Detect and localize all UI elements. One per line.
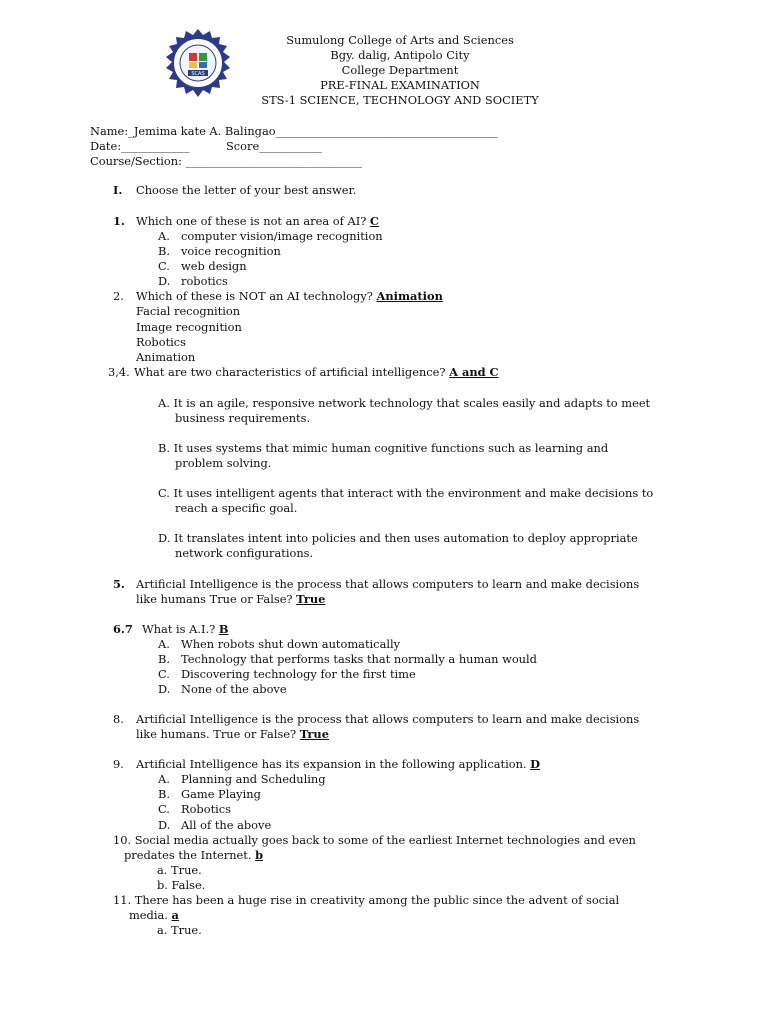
q10-option: b. False. bbox=[157, 878, 206, 892]
section-number: I. bbox=[113, 183, 123, 197]
q67-option-text: Technology that performs tasks that normally a human would bbox=[181, 652, 537, 666]
q1-answer: C bbox=[369, 214, 379, 228]
q2-number: 2. bbox=[113, 289, 124, 303]
q34-number: 3,4. bbox=[108, 365, 130, 379]
date-field: Date:____________ bbox=[90, 139, 190, 153]
q9-question: Artificial Intelligence has its expansion in the following application. D bbox=[136, 757, 541, 771]
q67-answer: B bbox=[218, 622, 229, 636]
q5-question: Artificial Intelligence is the process that allows computers to learn and make decisions bbox=[136, 577, 640, 591]
q67-question: What is A.I.? B bbox=[142, 622, 229, 636]
q9-option-text: Robotics bbox=[181, 802, 232, 816]
q9-option-letter: D. bbox=[158, 818, 171, 832]
q1-option-text: voice recognition bbox=[181, 244, 281, 258]
q9-answer: D bbox=[530, 757, 541, 771]
name-field: Name:_Jemima kate A. Balingao_______________________________________ bbox=[90, 124, 498, 138]
q34-option-continued: reach a specific goal. bbox=[175, 501, 298, 515]
q11-option: a. True. bbox=[157, 923, 202, 937]
q9-option-letter: B. bbox=[158, 787, 170, 801]
q34-option-continued: problem solving. bbox=[175, 456, 272, 470]
q10-answer: b bbox=[255, 848, 264, 862]
q2-question: Which of these is NOT an AI technology? Animation bbox=[136, 289, 443, 303]
q8-answer: True bbox=[299, 727, 329, 741]
q34-option: A. It is an agile, responsive network technology that scales easily and adapts to meet bbox=[158, 396, 651, 410]
q2-answer: Animation bbox=[376, 289, 443, 303]
q67-option-letter: A. bbox=[158, 637, 170, 651]
q1-option-letter: B. bbox=[158, 244, 170, 258]
exam-title: PRE-FINAL EXAMINATION bbox=[320, 78, 480, 92]
q8-question: Artificial Intelligence is the process that allows computers to learn and make decisions bbox=[136, 712, 640, 726]
q10-question-continued: predates the Internet. b bbox=[124, 848, 264, 862]
course-title: STS-1 SCIENCE, TECHNOLOGY AND SOCIETY bbox=[261, 93, 539, 107]
score-field: Score___________ bbox=[226, 139, 322, 153]
q34-option: B. It uses systems that mimic human cognitive functions such as learning and bbox=[158, 441, 609, 455]
q34-option: C. It uses intelligent agents that interact with the environment and make decisions to bbox=[158, 486, 654, 500]
q9-option-text: Game Playing bbox=[181, 787, 261, 801]
q34-option-continued: business requirements. bbox=[175, 411, 311, 425]
q1-option-letter: A. bbox=[158, 229, 170, 243]
q34-option: D. It translates intent into policies and then uses automation to deploy appropriate bbox=[158, 531, 638, 545]
q2-option: Robotics bbox=[136, 335, 187, 349]
q11-question-continued: media. a bbox=[129, 908, 179, 922]
q34-option-continued: network configurations. bbox=[175, 546, 314, 560]
q5-number: 5. bbox=[113, 577, 125, 591]
q2-option: Image recognition bbox=[136, 320, 242, 334]
department: College Department bbox=[341, 63, 459, 77]
q5-question-continued: like humans True or False? True bbox=[136, 592, 326, 606]
q2-option: Facial recognition bbox=[136, 304, 241, 318]
q67-option-letter: D. bbox=[158, 682, 171, 696]
q10-question: 10. Social media actually goes back to some of the earliest Internet technologies and even bbox=[113, 833, 636, 847]
q5-answer: True bbox=[296, 592, 326, 606]
q67-option-text: When robots shut down automatically bbox=[181, 637, 401, 651]
course-section-field: Course/Section: _______________________________ bbox=[90, 154, 363, 168]
q1-option-text: computer vision/image recognition bbox=[181, 229, 383, 243]
q1-option-letter: C. bbox=[158, 259, 170, 273]
q8-number: 8. bbox=[113, 712, 124, 726]
q67-option-letter: C. bbox=[158, 667, 170, 681]
q8-question-continued: like humans. True or False? True bbox=[136, 727, 329, 741]
logo-text: SCAS bbox=[191, 71, 205, 77]
q9-number: 9. bbox=[113, 757, 124, 771]
q9-option-letter: A. bbox=[158, 772, 170, 786]
q1-option-letter: D. bbox=[158, 274, 171, 288]
q9-option-text: Planning and Scheduling bbox=[181, 772, 326, 786]
q34-answer: A and C bbox=[449, 365, 499, 379]
section-instructions: Choose the letter of your best answer. bbox=[136, 183, 357, 197]
q67-option-text: None of the above bbox=[181, 682, 287, 696]
q67-option-text: Discovering technology for the first time bbox=[181, 667, 416, 681]
college-name: Sumulong College of Arts and Sciences bbox=[286, 33, 514, 47]
college-address: Bgy. dalig, Antipolo City bbox=[330, 48, 470, 62]
q2-option: Animation bbox=[136, 350, 196, 364]
q11-answer: a bbox=[171, 908, 179, 922]
q67-number: 6.7 bbox=[113, 622, 133, 636]
q9-option-letter: C. bbox=[158, 802, 170, 816]
q1-option-text: web design bbox=[181, 259, 247, 273]
q67-option-letter: B. bbox=[158, 652, 170, 666]
q1-number: 1. bbox=[113, 214, 125, 228]
q1-option-text: robotics bbox=[181, 274, 228, 288]
q11-question: 11. There has been a huge rise in creativity among the public since the advent of social bbox=[113, 893, 620, 907]
q34-question: What are two characteristics of artificial intelligence? A and C bbox=[134, 365, 499, 379]
q9-option-text: All of the above bbox=[181, 818, 272, 832]
q10-option: a. True. bbox=[157, 863, 202, 877]
q1-question: Which one of these is not an area of AI? C bbox=[136, 214, 379, 228]
